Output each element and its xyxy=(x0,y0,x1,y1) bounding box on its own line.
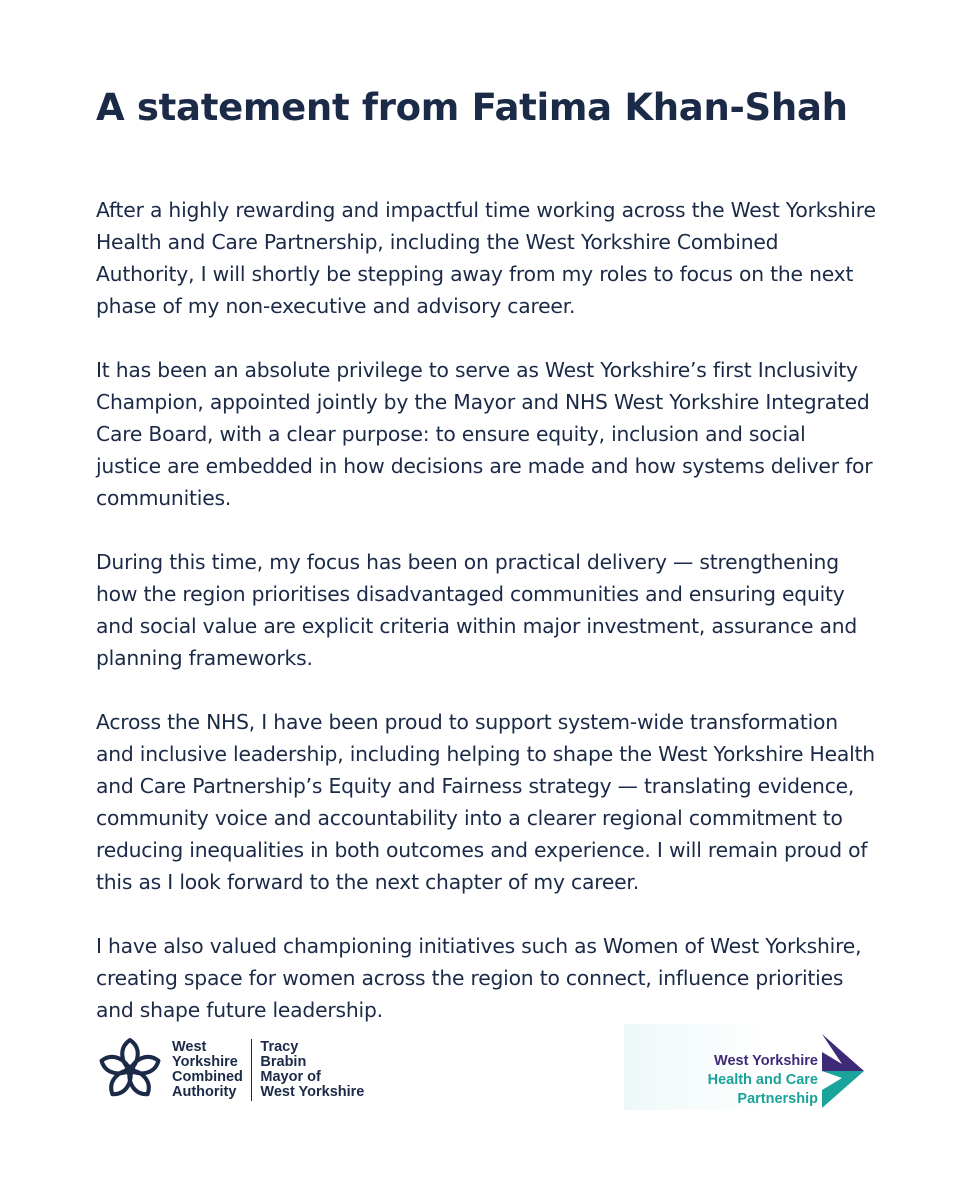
hcp-logo xyxy=(624,1024,864,1110)
mayor-line: West Yorkshire xyxy=(260,1084,365,1100)
statement-document xyxy=(96,80,876,1058)
wyca-line: Yorkshire xyxy=(172,1054,238,1070)
wyca-line: West xyxy=(172,1039,207,1055)
logo-divider xyxy=(251,1039,253,1101)
mayor-line: Tracy xyxy=(260,1039,299,1055)
chevron-logo-icon xyxy=(822,1034,864,1108)
mayor-wordmark xyxy=(260,1040,364,1100)
wyca-mayor-logo xyxy=(96,1036,364,1104)
mayor-line: Mayor of xyxy=(260,1069,321,1085)
paragraph: I have also valued championing initiatives such as Women of West Yorkshire, creating space for women across the region to connect, influence priorities and shape future leadership. xyxy=(96,934,862,1022)
paragraph: It has been an absolute privilege to serve as West Yorkshire’s first Inclusivity Champion, appointed jointly by the Mayor and NHS West Yorkshire Integrated Care Board, with a clear purpose: to ensure equity, inclusion and social justice are embedded in how decisions are made and how systems deliver for communities. xyxy=(96,358,873,510)
wyca-wordmark xyxy=(172,1040,243,1100)
paragraph: After a highly rewarding and impactful time working across the West Yorkshire Health and Care Partnership, including the West Yorkshire Combined Authority, I will shortly be stepping away from my roles to focus on the next phase of my non-executive and advisory career. xyxy=(96,198,876,318)
statement-body xyxy=(96,194,876,1026)
wyca-line: Authority xyxy=(172,1084,237,1100)
paragraph: During this time, my focus has been on practical delivery — strengthening how the region prioritises disadvantaged communities and ensuring equity and social value are explicit criteria within major investment, assurance and planning frameworks. xyxy=(96,550,858,670)
flower-logo-icon xyxy=(96,1036,164,1104)
hcp-wordmark xyxy=(624,1052,818,1109)
hcp-line-2: Health and Care Partnership xyxy=(707,1072,818,1107)
wyca-line: Combined xyxy=(172,1069,243,1085)
paragraph: Across the NHS, I have been proud to support system-wide transformation and inclusive leadership, including helping to shape the West Yorkshire Health and Care Partnership’s Equity and Fairness strategy — translating evidence, community voice and accountability into a clearer regional commitment to reducing inequalities in both outcomes and experience. I will remain proud of this as I look forward to the next chapter of my career. xyxy=(96,710,875,894)
mayor-line: Brabin xyxy=(260,1054,307,1070)
page-title: A statement from Fatima Khan-Shah xyxy=(96,86,848,129)
hcp-line-1: West Yorkshire xyxy=(714,1053,818,1069)
